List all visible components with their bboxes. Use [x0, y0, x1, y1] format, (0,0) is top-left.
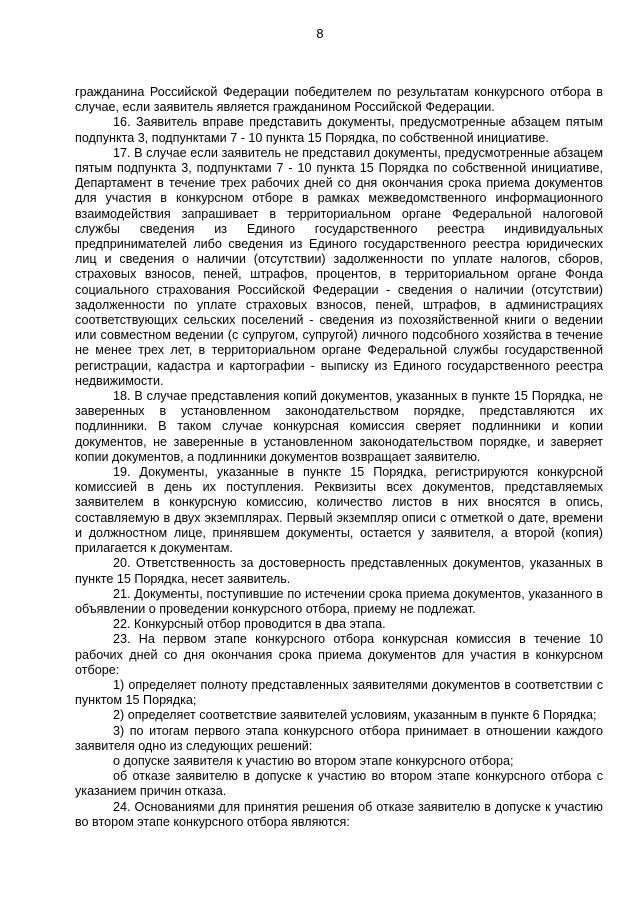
paragraph-23: 23. На первом этапе конкурсного отбора конкурсная комиссия в течение 10 рабочих дней со дня окончания срока приема документов для участия в конкурсном отборе: — [75, 632, 603, 677]
page-number: 8 — [316, 26, 324, 41]
decision-admit: о допуске заявителя к участию во втором этапе конкурсного отбора; — [113, 753, 514, 768]
paragraph-21: 21. Документы, поступившие по истечении срока приема документов, указанного в объявлении о проведении конкурсного отбора, приему не подлежат. — [75, 586, 603, 616]
paragraph-continuation: гражданина Российской Федерации победителем по результатам конкурсного отбора в случае, если заявитель является гражданином Российской Федерации. — [75, 85, 603, 115]
document-body — [75, 85, 603, 830]
paragraph-23-item-3: 3) по итогам первого этапа конкурсного отбора принимает в отношении каждого заявителя одно из следующих решений: — [75, 723, 603, 753]
paragraph-16: 16. Заявитель вправе представить документы, предусмотренные абзацем пятым подпункта 3, подпунктами 7 - 10 пункта 15 Порядка, по собственной инициативе. — [75, 115, 603, 145]
paragraph-24: 24. Основаниями для принятия решения об отказе заявителю в допуске к участию во втором этапе конкурсного отбора являются: — [75, 799, 603, 829]
paragraph-23-item-2: 2) определяет соответствие заявителей условиям, указанным в пункте 6 Порядка; — [113, 708, 597, 723]
paragraph-22: 22. Конкурсный отбор проводится в два этапа. — [113, 617, 386, 632]
paragraph-17: 17. В случае если заявитель не представил документы, предусмотренные абзацем пятым подпункта 3, подпунктами 7 - 10 пункта 15 Порядка по собственной инициативе, Департамент в течение трех рабочих дней со дня окончания срока приема документов для участия в конкурсном отборе в рамках межведомственного информационного взаимодействия запрашивает в территориальном органе Федеральной налоговой службы сведения из Единого государственного реестра индивидуальных предпринимателей либо сведения из Единого государственного реестра юридических лиц и сведения о наличии (отсутствии) задолженности по уплате налогов, сборов, страховых взносов, пеней, штрафов, процентов, в территориальном органе Фонда социального страхования Российской Федерации - сведения о наличии (отсутствии) задолженности по уплате страховых взносов, пеней, штрафов, в администрациях соответствующих сельских поселений - сведения из похозяйственной книги о ведении или совместном ведении (с супругом, супругой) личного подсобного хозяйства в течение не менее трех лет, в территориальном органе Федеральной службы государственной регистрации, кадастра и картографии - выписку из Единого государственного реестра недвижимости. — [75, 145, 603, 388]
paragraph-19: 19. Документы, указанные в пункте 15 Порядка, регистрируются конкурсной комиссией в день их поступления. Реквизиты всех документов, представляемых заявителем в конкурсную комиссию, количество листов в них вносятся в опись, составляемую в двух экземплярах. Первый экземпляр описи с отметкой о дате, времени и должностном лице, принявшем документы, остается у заявителя, а второй (копия) прилагается к документам. — [75, 465, 603, 556]
paragraph-23-item-1: 1) определяет полноту представленных заявителями документов в соответствии с пунктом 15 Порядка; — [75, 677, 603, 708]
decision-refuse: об отказе заявителю в допуске к участию во втором этапе конкурсного отбора с указанием причин отказа. — [75, 769, 603, 799]
paragraph-18: 18. В случае представления копий документов, указанных в пункте 15 Порядка, не заверенных в установленном законодательством порядке, представляются их подлинники. В таком случае конкурсная комиссия сверяет подлинники и копии документов, не заверенные в установленном законодательством порядке, и заверяет копии документов, а подлинники документов возвращает заявителю. — [75, 389, 603, 464]
paragraph-20: 20. Ответственность за достоверность представленных документов, указанных в пункте 15 Порядка, несет заявитель. — [75, 556, 603, 586]
